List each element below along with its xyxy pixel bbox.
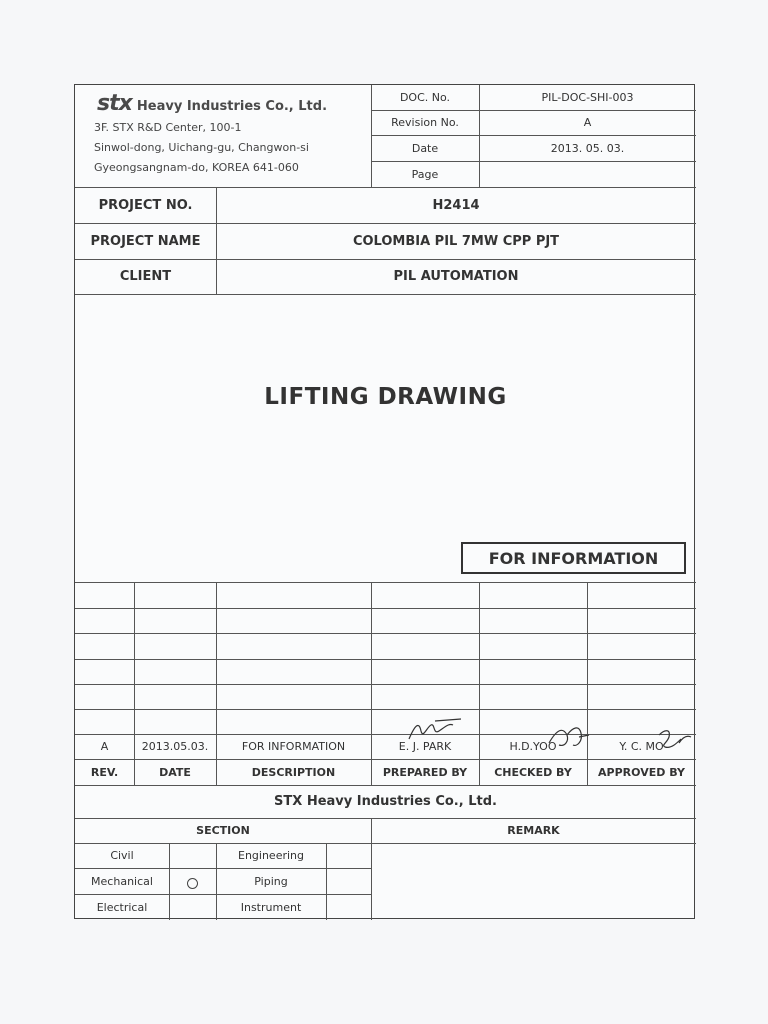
signature-prepared bbox=[405, 717, 465, 745]
signature-checked bbox=[543, 723, 593, 753]
stx-logo-mark: stx bbox=[97, 91, 132, 116]
doc-no-value: PIL-DOC-SHI-003 bbox=[541, 91, 634, 104]
project-name-value: COLOMBIA PIL 7MW CPP PJT bbox=[352, 233, 560, 249]
header-date: DATE bbox=[159, 765, 191, 779]
project-no-value: H2414 bbox=[432, 197, 480, 213]
document-title: LIFTING DRAWING bbox=[264, 384, 507, 410]
address-line-3: Gyeongsangnam-do, KOREA 641-060 bbox=[94, 161, 299, 174]
page-label: Page bbox=[411, 167, 439, 181]
rev-checked-cell: H.D.YOO bbox=[509, 740, 557, 753]
header-checked-by: CHECKED BY bbox=[494, 765, 572, 779]
project-name-label: PROJECT NAME bbox=[90, 233, 201, 249]
remark-label: REMARK bbox=[507, 824, 560, 837]
rev-prepared-cell: E. J. PARK bbox=[398, 740, 452, 753]
page-value bbox=[479, 161, 696, 187]
header-approved-by: APPROVED BY bbox=[598, 765, 685, 779]
signature-approved bbox=[655, 725, 695, 753]
header-prepared-by: PREPARED BY bbox=[382, 765, 468, 779]
section-engineering: Engineering bbox=[238, 849, 304, 862]
address-line-2: Sinwol-dong, Uichang-gu, Changwon-si bbox=[94, 141, 309, 154]
mechanical-selected-circle-icon bbox=[187, 878, 198, 889]
revision-value: A bbox=[583, 116, 592, 129]
company-name: Heavy Industries Co., Ltd. bbox=[136, 99, 328, 114]
section-mechanical: Mechanical bbox=[91, 874, 153, 888]
footer-company: STX Heavy Industries Co., Ltd. bbox=[274, 794, 497, 809]
client-label: CLIENT bbox=[119, 269, 172, 284]
header-description: DESCRIPTION bbox=[251, 765, 336, 779]
for-information-stamp: FOR INFORMATION bbox=[461, 542, 686, 574]
section-piping: Piping bbox=[254, 874, 288, 888]
document-sheet bbox=[74, 84, 695, 919]
client-value: PIL AUTOMATION bbox=[393, 269, 519, 284]
rev-description-cell: FOR INFORMATION bbox=[241, 740, 346, 753]
section-label: SECTION bbox=[196, 824, 250, 837]
revision-label: Revision No. bbox=[391, 116, 459, 129]
section-civil: Civil bbox=[110, 849, 134, 862]
company-logo bbox=[97, 91, 327, 116]
section-instrument: Instrument bbox=[240, 900, 302, 914]
section-electrical: Electrical bbox=[96, 900, 148, 914]
doc-no-label: DOC. No. bbox=[399, 91, 451, 104]
address-line-1: 3F. STX R&D Center, 100-1 bbox=[94, 121, 242, 134]
project-no-label: PROJECT NO. bbox=[98, 197, 193, 213]
rev-date-cell: 2013.05.03. bbox=[141, 740, 209, 753]
header-rev: REV. bbox=[90, 765, 119, 779]
date-value: 2013. 05. 03. bbox=[550, 141, 625, 155]
rev-approved-cell: Y. C. MO bbox=[619, 740, 664, 753]
date-label: Date bbox=[411, 141, 439, 155]
rev-cell: A bbox=[100, 740, 109, 753]
